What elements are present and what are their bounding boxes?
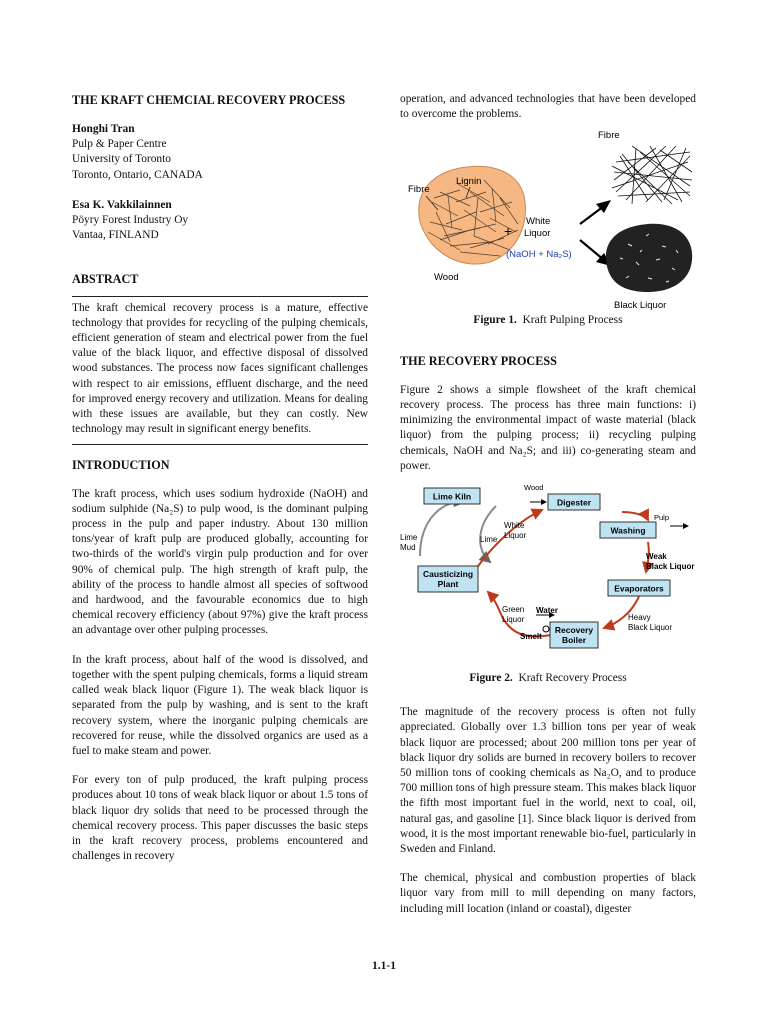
author-block-2 <box>72 198 368 244</box>
page-number: 1.1-1 <box>372 960 396 972</box>
author-block-1 <box>72 122 368 183</box>
affiliation-line: Toronto, Ontario, CANADA <box>72 168 203 181</box>
figure-1-caption <box>400 313 696 328</box>
figure-caption-text: Kraft Pulping Process <box>522 314 623 327</box>
author-name: Esa K. Vakkilainnen <box>72 198 172 211</box>
fibre-label-left: Fibre <box>408 184 430 196</box>
pulp-label: Pulp <box>654 513 670 523</box>
box-label: Lime Kiln <box>432 491 472 502</box>
digester-to-washing-arrow <box>622 512 648 520</box>
intro-paragraph-3: For every ton of pulp produced, the kraft pulping process produces about 10 tons of weak black liquor or about 1.5 tons of black liquor dry solids that need to be processed through the chemical recovery process. This paper discusses the basic steps in the kraft recovery process, problems encountered and challenges in recovery <box>72 774 368 863</box>
affiliation-line: Pulp & Paper Centre <box>72 138 167 151</box>
heavy-black-liquor-label-1: Heavy <box>628 613 651 623</box>
recovery-paragraph-2: The magnitude of the recovery process is often not fully appreciated. Globally over 1.3 billion tons per year of weak black liquor are processed; about 200 million tons per year of black liquor dry solids are burned in recovery boilers to recover 50 million tons of cooking chemicals as Na₂O, and to produce 700 million tons of high pressure steam. This makes black liquor the fifth most important fuel in the world, next to coal, oil, natural gas, and gasoline [1]. Since black liquor is derived from wood, it is the most important renewable bio-fuel, particularly in Sweden and Finland. <box>400 706 696 856</box>
affiliation-line: Pöyry Forest Industry Oy <box>72 214 189 227</box>
heavy-black-liquor-label-2: Black Liquor <box>628 623 673 633</box>
lime-mud-label-2: Mud <box>400 543 416 553</box>
right-column <box>400 92 696 917</box>
left-column <box>72 92 368 864</box>
intro-paragraph-2: In the kraft process, about half of the wood is dissolved, and together with the spent pulping chemicals, forms a liquid stream called weak black liquor (Figure 1). The weak black liquor is separated from the pulp by washing, and is sent to the kraft recovery system, where the inorganic pulping chemicals are recovered for reuse, while the dissolved organics are used as a fuel to make steam and power. <box>72 653 368 757</box>
box-label: Plant <box>437 579 459 590</box>
box-label: Evaporators <box>614 583 664 594</box>
plus-sign: + <box>504 223 513 240</box>
box-label: Boiler <box>561 635 587 646</box>
white-label: White <box>526 216 551 228</box>
green-liquor-label-1: Green <box>502 605 525 615</box>
figure-2-recovery-flowsheet <box>400 482 696 662</box>
figure-caption-text: Kraft Recovery Process <box>518 672 627 685</box>
author-name: Honghi Tran <box>72 123 135 135</box>
box-label: Washing <box>610 525 646 536</box>
water-label: Water <box>536 606 558 616</box>
divider <box>72 296 368 297</box>
paper-title: THE KRAFT CHEMCIAL RECOVERY PROCESS <box>72 93 346 107</box>
recovery-heading: THE RECOVERY PROCESS <box>400 353 557 368</box>
introduction-heading: INTRODUCTION <box>72 458 170 473</box>
lime-label: Lime <box>480 535 498 545</box>
black-liquor-label: Black Liquor <box>614 300 667 312</box>
affiliation-line: University of Toronto <box>72 153 171 166</box>
wood-label: Wood <box>434 272 459 284</box>
smelt-outlet <box>543 626 549 632</box>
recovery-paragraph-1: Figure 2 shows a simple flowsheet of the kraft chemical recovery process. The process has three main functions: i) minimizing the environmental impact of waste material (black liquor) from the pulping process; ii) recycling pulping chemicals, NaOH and Na₂S; and iii) co-generating steam and power. <box>400 383 696 472</box>
weak-black-liquor-label-1: Weak <box>646 552 667 562</box>
fibre-label-right: Fibre <box>598 130 620 142</box>
figure-label: Figure 2. <box>469 672 513 685</box>
wood-label: Wood <box>524 483 544 493</box>
lime-mud-flow-arrow <box>420 502 464 556</box>
box-label: Recovery <box>554 625 594 636</box>
white-liquor-label-1: White <box>504 521 525 531</box>
figure-1-kraft-pulping <box>400 130 696 312</box>
figure-label: Figure 1. <box>473 314 517 327</box>
weak-black-liquor-label-2: Black Liquor <box>646 562 695 572</box>
continued-paragraph: operation, and advanced technologies that have been developed to overcome the problems. <box>400 93 696 121</box>
white-liquor-label-2: Liquor <box>504 531 527 541</box>
liquor-label: Liquor <box>524 228 551 240</box>
intro-paragraph-1: The kraft process, which uses sodium hydroxide (NaOH) and sodium sulphide (Na₂S) to pulp wood, is the dominant pulping process in the pulp and paper industry. About 130 million tons/year of kraft pulp are produced globally, accounting for two-thirds of the world's virgin pulp production and for over 90% of chemical pulp. The high strength of kraft pulp, the ability of the process to handle almost all species of softwood and hardwood, and the favourable economics due to high chemical recovery efficiency (about 97%) give the kraft process an advantage over other pulping processes. <box>72 487 368 637</box>
box-label: Digester <box>556 497 592 508</box>
chemical-formula-label: (NaOH + Na₂S) <box>506 249 572 261</box>
affiliation-line: Vantaa, FINLAND <box>72 229 159 242</box>
lignin-label: Lignin <box>456 176 482 188</box>
green-liquor-label-2: Liquor <box>502 615 525 625</box>
figure-2-caption <box>400 671 696 686</box>
lime-mud-label-1: Lime <box>400 533 418 543</box>
fibre-mesh-illustration <box>612 146 692 204</box>
recovery-paragraph-3: The chemical, physical and combustion properties of black liquor vary from mill to mill depending on many factors, including mill location (inland or coastal), digester <box>400 872 696 915</box>
box-label: Causticizing <box>422 569 474 580</box>
smelt-label: Smelt <box>520 632 542 642</box>
abstract-text: The kraft chemical recovery process is a mature, effective technology that provides for recycling of the pulping chemicals, efficient generation of steam and electrical power from the fuel value of the black liquor, and effective disposal of dissolved wood substances. The process now faces significant challenges with respect to air emissions, effluent discharge, and the need for improved energy recovery and utilization. Means for dealing with these issues are available, but they can costly. New technology may result in significant energy benefits. <box>72 301 368 436</box>
arrow-to-black-liquor <box>580 240 604 260</box>
abstract-heading: ABSTRACT <box>72 272 139 287</box>
